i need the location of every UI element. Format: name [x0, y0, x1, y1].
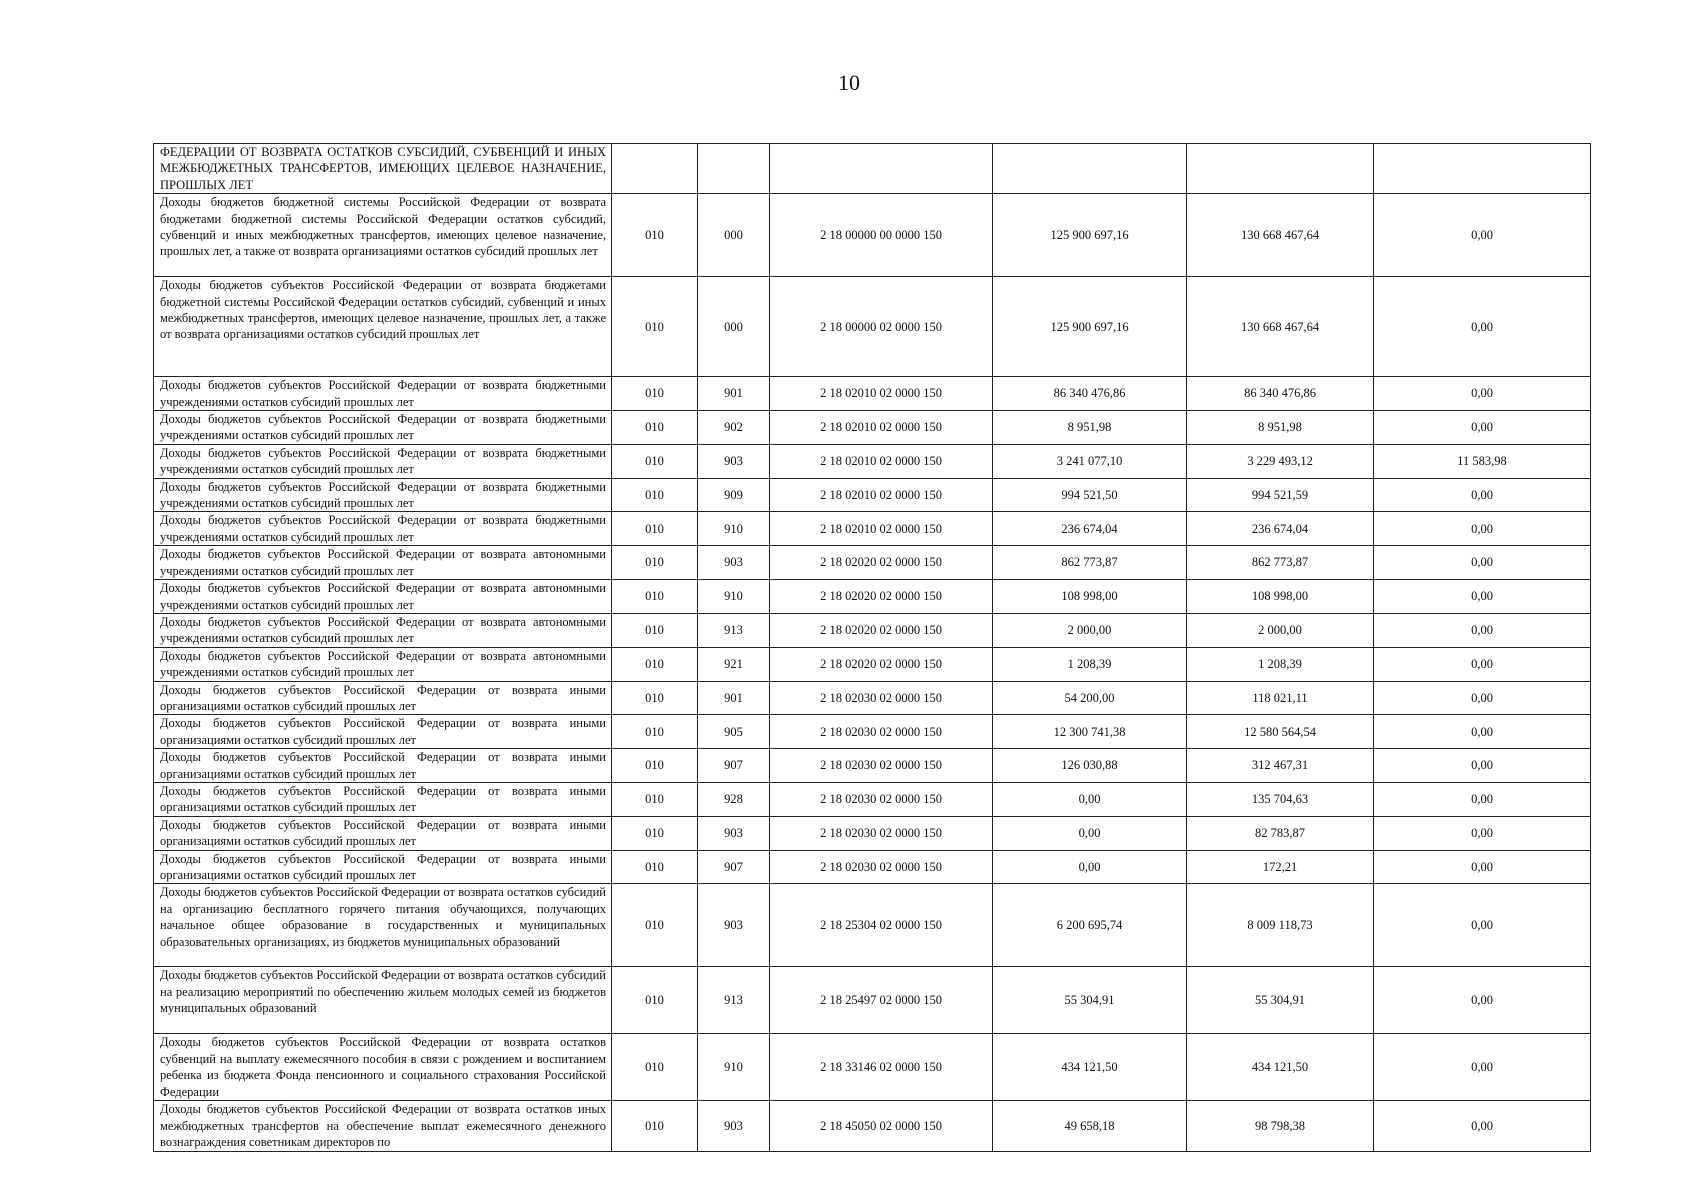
budget-class-code: 2 18 02020 02 0000 150 — [770, 613, 993, 647]
row-description: Доходы бюджетов субъектов Российской Федерации от возврата иными организациями остатков субсидий прошлых лет — [154, 782, 612, 816]
section-code: 010 — [612, 749, 698, 783]
amount-planned — [993, 144, 1187, 194]
amount-planned: 2 000,00 — [993, 613, 1187, 647]
amount-planned: 86 340 476,86 — [993, 377, 1187, 411]
admin-code: 905 — [698, 715, 770, 749]
row-description: Доходы бюджетов субъектов Российской Федерации от возврата остатков субсидий на организацию бесплатного горячего питания обучающихся, получающих начальное общее образование в государственных и муниципальных образовательных организациях, из бюджетов муниципальных образований — [154, 884, 612, 967]
admin-code: 910 — [698, 580, 770, 614]
amount-remaining: 0,00 — [1374, 1101, 1591, 1151]
table-row — [154, 749, 1591, 783]
section-code: 010 — [612, 194, 698, 277]
admin-code: 921 — [698, 647, 770, 681]
amount-executed: 312 467,31 — [1187, 749, 1374, 783]
amount-executed: 8 009 118,73 — [1187, 884, 1374, 967]
table-row — [154, 580, 1591, 614]
section-code: 010 — [612, 647, 698, 681]
amount-remaining: 0,00 — [1374, 647, 1591, 681]
admin-code: 903 — [698, 816, 770, 850]
amount-executed: 118 021,11 — [1187, 681, 1374, 715]
amount-planned: 6 200 695,74 — [993, 884, 1187, 967]
section-code — [612, 144, 698, 194]
row-description: Доходы бюджетов субъектов Российской Федерации от возврата автономными учреждениями остатков субсидий прошлых лет — [154, 580, 612, 614]
amount-executed: 98 798,38 — [1187, 1101, 1374, 1151]
budget-class-code: 2 18 02030 02 0000 150 — [770, 749, 993, 783]
amount-planned: 54 200,00 — [993, 681, 1187, 715]
admin-code: 903 — [698, 1101, 770, 1151]
budget-class-code: 2 18 02030 02 0000 150 — [770, 681, 993, 715]
budget-class-code: 2 18 02010 02 0000 150 — [770, 377, 993, 411]
admin-code — [698, 144, 770, 194]
amount-planned: 434 121,50 — [993, 1034, 1187, 1101]
section-code: 010 — [612, 478, 698, 512]
amount-remaining: 11 583,98 — [1374, 444, 1591, 478]
amount-executed: 12 580 564,54 — [1187, 715, 1374, 749]
amount-planned: 0,00 — [993, 816, 1187, 850]
budget-class-code: 2 18 02030 02 0000 150 — [770, 816, 993, 850]
amount-executed: 55 304,91 — [1187, 967, 1374, 1034]
table-row — [154, 782, 1591, 816]
table-row — [154, 377, 1591, 411]
amount-remaining: 0,00 — [1374, 850, 1591, 884]
row-description: Доходы бюджетов субъектов Российской Федерации от возврата остатков иных межбюджетных трансфертов на обеспечение выплат ежемесячного денежного вознаграждения советникам директоров по — [154, 1101, 612, 1151]
table-row — [154, 277, 1591, 377]
amount-planned: 862 773,87 — [993, 546, 1187, 580]
admin-code: 000 — [698, 194, 770, 277]
amount-executed: 8 951,98 — [1187, 411, 1374, 445]
amount-executed: 994 521,59 — [1187, 478, 1374, 512]
budget-class-code: 2 18 02020 02 0000 150 — [770, 647, 993, 681]
amount-planned: 1 208,39 — [993, 647, 1187, 681]
admin-code: 903 — [698, 884, 770, 967]
table-row — [154, 1101, 1591, 1151]
budget-class-code: 2 18 25304 02 0000 150 — [770, 884, 993, 967]
amount-executed: 3 229 493,12 — [1187, 444, 1374, 478]
section-code: 010 — [612, 277, 698, 377]
section-code: 010 — [612, 681, 698, 715]
amount-executed — [1187, 144, 1374, 194]
budget-class-code: 2 18 02030 02 0000 150 — [770, 715, 993, 749]
section-code: 010 — [612, 444, 698, 478]
amount-planned: 994 521,50 — [993, 478, 1187, 512]
budget-table — [153, 143, 1591, 1152]
admin-code: 928 — [698, 782, 770, 816]
table-row — [154, 715, 1591, 749]
section-code: 010 — [612, 546, 698, 580]
amount-remaining: 0,00 — [1374, 411, 1591, 445]
amount-remaining: 0,00 — [1374, 1034, 1591, 1101]
budget-class-code: 2 18 45050 02 0000 150 — [770, 1101, 993, 1151]
budget-class-code: 2 18 00000 00 0000 150 — [770, 194, 993, 277]
section-code: 010 — [612, 580, 698, 614]
admin-code: 901 — [698, 377, 770, 411]
section-code: 010 — [612, 377, 698, 411]
amount-executed: 86 340 476,86 — [1187, 377, 1374, 411]
amount-remaining: 0,00 — [1374, 782, 1591, 816]
table-row — [154, 850, 1591, 884]
amount-executed: 130 668 467,64 — [1187, 277, 1374, 377]
amount-planned: 108 998,00 — [993, 580, 1187, 614]
amount-remaining: 0,00 — [1374, 681, 1591, 715]
table-row — [154, 144, 1591, 194]
row-description: Доходы бюджетов субъектов Российской Федерации от возврата иными организациями остатков субсидий прошлых лет — [154, 816, 612, 850]
amount-executed: 108 998,00 — [1187, 580, 1374, 614]
row-description: Доходы бюджетов субъектов Российской Федерации от возврата автономными учреждениями остатков субсидий прошлых лет — [154, 613, 612, 647]
row-description: Доходы бюджетов субъектов Российской Федерации от возврата бюджетными учреждениями остатков субсидий прошлых лет — [154, 512, 612, 546]
row-description: Доходы бюджетов субъектов Российской Федерации от возврата бюджетами бюджетной системы Российской Федерации остатков субсидий, субвенций и иных межбюджетных трансфертов, имеющих целевое назначение, прошлых лет, а также от возврата организациями остатков субсидий прошлых лет — [154, 277, 612, 377]
row-description: Доходы бюджетов субъектов Российской Федерации от возврата бюджетными учреждениями остатков субсидий прошлых лет — [154, 377, 612, 411]
table-row — [154, 411, 1591, 445]
amount-executed: 82 783,87 — [1187, 816, 1374, 850]
budget-class-code — [770, 144, 993, 194]
amount-executed: 130 668 467,64 — [1187, 194, 1374, 277]
row-description: Доходы бюджетов субъектов Российской Федерации от возврата иными организациями остатков субсидий прошлых лет — [154, 681, 612, 715]
section-code: 010 — [612, 1034, 698, 1101]
row-description: Доходы бюджетов субъектов Российской Федерации от возврата остатков субсидий на реализацию мероприятий по обеспечению жильем молодых семей из бюджетов муниципальных образований — [154, 967, 612, 1034]
amount-executed: 135 704,63 — [1187, 782, 1374, 816]
budget-class-code: 2 18 02010 02 0000 150 — [770, 411, 993, 445]
admin-code: 909 — [698, 478, 770, 512]
amount-remaining: 0,00 — [1374, 580, 1591, 614]
row-description: Доходы бюджетов бюджетной системы Российской Федерации от возврата бюджетами бюджетной системы Российской Федерации остатков субсидий, субвенций и иных межбюджетных трансфертов, имеющих целевое назначение, прошлых лет, а также от возврата организациями остатков субсидий прошлых лет — [154, 194, 612, 277]
amount-executed: 236 674,04 — [1187, 512, 1374, 546]
admin-code: 910 — [698, 1034, 770, 1101]
section-code: 010 — [612, 411, 698, 445]
section-code: 010 — [612, 782, 698, 816]
row-description: Доходы бюджетов субъектов Российской Федерации от возврата иными организациями остатков субсидий прошлых лет — [154, 715, 612, 749]
amount-remaining: 0,00 — [1374, 377, 1591, 411]
budget-class-code: 2 18 02030 02 0000 150 — [770, 782, 993, 816]
row-description: Доходы бюджетов субъектов Российской Федерации от возврата бюджетными учреждениями остатков субсидий прошлых лет — [154, 411, 612, 445]
admin-code: 000 — [698, 277, 770, 377]
section-code: 010 — [612, 1101, 698, 1151]
amount-remaining: 0,00 — [1374, 967, 1591, 1034]
section-code: 010 — [612, 850, 698, 884]
section-code: 010 — [612, 884, 698, 967]
amount-executed: 1 208,39 — [1187, 647, 1374, 681]
row-description: ФЕДЕРАЦИИ ОТ ВОЗВРАТА ОСТАТКОВ СУБСИДИЙ, СУБВЕНЦИЙ И ИНЫХ МЕЖБЮДЖЕТНЫХ ТРАНСФЕРТОВ, ИМЕЮЩИХ ЦЕЛЕВОЕ НАЗНАЧЕНИЕ, ПРОШЛЫХ ЛЕТ — [154, 144, 612, 194]
amount-executed: 2 000,00 — [1187, 613, 1374, 647]
row-description: Доходы бюджетов субъектов Российской Федерации от возврата автономными учреждениями остатков субсидий прошлых лет — [154, 647, 612, 681]
budget-class-code: 2 18 33146 02 0000 150 — [770, 1034, 993, 1101]
budget-class-code: 2 18 02010 02 0000 150 — [770, 512, 993, 546]
amount-planned: 0,00 — [993, 850, 1187, 884]
budget-class-code: 2 18 25497 02 0000 150 — [770, 967, 993, 1034]
amount-planned: 125 900 697,16 — [993, 194, 1187, 277]
table-row — [154, 967, 1591, 1034]
amount-remaining: 0,00 — [1374, 546, 1591, 580]
row-description: Доходы бюджетов субъектов Российской Федерации от возврата остатков субвенций на выплату ежемесячного пособия в связи с рождением и воспитанием ребенка из бюджета Фонда пенсионного и социального страхования Российской Федерации — [154, 1034, 612, 1101]
amount-remaining: 0,00 — [1374, 512, 1591, 546]
row-description: Доходы бюджетов субъектов Российской Федерации от возврата иными организациями остатков субсидий прошлых лет — [154, 850, 612, 884]
row-description: Доходы бюджетов субъектов Российской Федерации от возврата иными организациями остатков субсидий прошлых лет — [154, 749, 612, 783]
amount-remaining: 0,00 — [1374, 613, 1591, 647]
amount-planned: 125 900 697,16 — [993, 277, 1187, 377]
budget-class-code: 2 18 02020 02 0000 150 — [770, 580, 993, 614]
admin-code: 907 — [698, 749, 770, 783]
table-row — [154, 884, 1591, 967]
table-row — [154, 1034, 1591, 1101]
admin-code: 913 — [698, 967, 770, 1034]
admin-code: 913 — [698, 613, 770, 647]
amount-remaining: 0,00 — [1374, 884, 1591, 967]
budget-class-code: 2 18 02020 02 0000 150 — [770, 546, 993, 580]
section-code: 010 — [612, 613, 698, 647]
table-row — [154, 546, 1591, 580]
row-description: Доходы бюджетов субъектов Российской Федерации от возврата бюджетными учреждениями остатков субсидий прошлых лет — [154, 478, 612, 512]
amount-planned: 49 658,18 — [993, 1101, 1187, 1151]
budget-class-code: 2 18 02010 02 0000 150 — [770, 478, 993, 512]
page-number: 10 — [838, 70, 860, 95]
table-row — [154, 444, 1591, 478]
amount-executed: 172,21 — [1187, 850, 1374, 884]
admin-code: 903 — [698, 444, 770, 478]
table-row — [154, 512, 1591, 546]
admin-code: 910 — [698, 512, 770, 546]
amount-remaining: 0,00 — [1374, 749, 1591, 783]
admin-code: 907 — [698, 850, 770, 884]
admin-code: 901 — [698, 681, 770, 715]
amount-planned: 8 951,98 — [993, 411, 1187, 445]
amount-remaining — [1374, 144, 1591, 194]
admin-code: 902 — [698, 411, 770, 445]
amount-remaining: 0,00 — [1374, 715, 1591, 749]
row-description: Доходы бюджетов субъектов Российской Федерации от возврата бюджетными учреждениями остатков субсидий прошлых лет — [154, 444, 612, 478]
amount-executed: 862 773,87 — [1187, 546, 1374, 580]
table-row — [154, 194, 1591, 277]
admin-code: 903 — [698, 546, 770, 580]
section-code: 010 — [612, 715, 698, 749]
amount-remaining: 0,00 — [1374, 816, 1591, 850]
section-code: 010 — [612, 816, 698, 850]
amount-planned: 3 241 077,10 — [993, 444, 1187, 478]
table-row — [154, 647, 1591, 681]
budget-class-code: 2 18 02030 02 0000 150 — [770, 850, 993, 884]
amount-planned: 126 030,88 — [993, 749, 1187, 783]
amount-executed: 434 121,50 — [1187, 1034, 1374, 1101]
budget-class-code: 2 18 02010 02 0000 150 — [770, 444, 993, 478]
section-code: 010 — [612, 512, 698, 546]
amount-planned: 236 674,04 — [993, 512, 1187, 546]
amount-remaining: 0,00 — [1374, 194, 1591, 277]
amount-remaining: 0,00 — [1374, 478, 1591, 512]
table-row — [154, 816, 1591, 850]
amount-remaining: 0,00 — [1374, 277, 1591, 377]
table-row — [154, 681, 1591, 715]
table-row — [154, 478, 1591, 512]
amount-planned: 55 304,91 — [993, 967, 1187, 1034]
table-row — [154, 613, 1591, 647]
budget-class-code: 2 18 00000 02 0000 150 — [770, 277, 993, 377]
amount-planned: 0,00 — [993, 782, 1187, 816]
row-description: Доходы бюджетов субъектов Российской Федерации от возврата автономными учреждениями остатков субсидий прошлых лет — [154, 546, 612, 580]
section-code: 010 — [612, 967, 698, 1034]
amount-planned: 12 300 741,38 — [993, 715, 1187, 749]
table-body — [154, 144, 1591, 1152]
